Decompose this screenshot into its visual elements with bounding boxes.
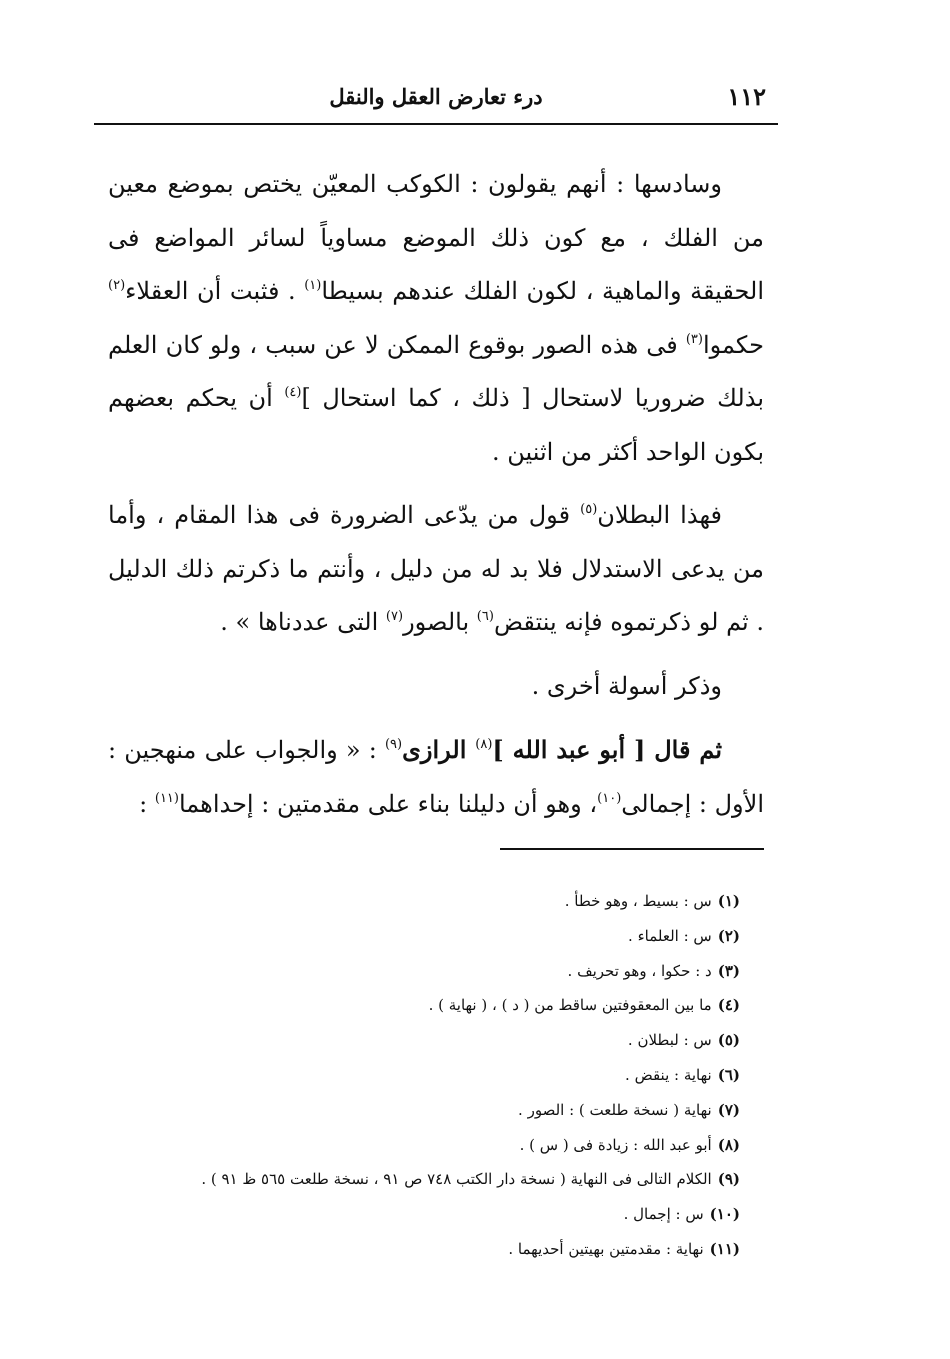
text-run: . فثبت أن العقلاء <box>125 277 305 305</box>
footnote-item <box>110 919 740 954</box>
footnote-text: نهاية : مقدمتين بهيتين أحديهما . <box>508 1239 704 1258</box>
footnote-item <box>110 1232 740 1267</box>
footnote-item <box>110 1197 740 1232</box>
footnote-text: ما بين المعقوفتين ساقط من ( د ) ، ( نهاية ) . <box>428 996 712 1015</box>
text-run: ، وهو أن دليلنا بناء على مقدمتين : إحداهما <box>178 789 598 818</box>
footnote-item <box>110 1058 740 1093</box>
footnote-marker: (٥) <box>580 502 598 517</box>
footnote-marker: (١٠) <box>597 790 622 806</box>
footnote-number: (٨) <box>717 1135 740 1154</box>
footnote-number: (٥) <box>717 1031 740 1050</box>
footnote-separator <box>500 848 764 850</box>
body-paragraph <box>108 158 764 479</box>
footnote-number: (١٠) <box>709 1205 740 1224</box>
footnote-text: أبو عبد الله : زيادة فى ( س ) . <box>519 1135 712 1154</box>
footnote-number: (٢) <box>717 926 740 945</box>
footnote-marker: (٦) <box>476 609 494 624</box>
footnote-item <box>110 1023 740 1058</box>
header-rule <box>94 123 778 125</box>
footnote-number: (٤) <box>717 996 740 1015</box>
text-run: وذكر أسولة أخرى . <box>531 671 722 700</box>
footnote-marker: (١١) <box>154 790 179 806</box>
footnote-number: (٧) <box>717 1100 740 1119</box>
page-number: ١١٢ <box>727 82 766 111</box>
footnote-item <box>110 988 740 1023</box>
text-run: وسادسها : أنهم يقولون : الكوكب المعيّن يختص بموضع معين من الفلك ، مع كون ذلك الموضع مساوياً لسائر المواضع فى الحقيقة والماهية ، لكون الفلك عندهم بسيطا <box>108 170 764 305</box>
text-run: حكموا <box>702 330 764 359</box>
footnote-number: (١) <box>717 892 740 910</box>
text-run: بالصور <box>403 608 477 636</box>
footnote-marker: (٨) <box>475 737 493 752</box>
footnote-text: س : لبطلان . <box>627 1031 712 1050</box>
footnote-number: (٦) <box>717 1065 740 1084</box>
bold-text: الرازى <box>402 735 476 764</box>
text-run: فهذا البطلان <box>597 501 722 529</box>
footnotes-list <box>110 884 740 1267</box>
page-header <box>96 80 776 120</box>
footnote-item <box>110 954 740 989</box>
footnote-number: (٣) <box>717 961 740 980</box>
footnote-item <box>110 1128 740 1163</box>
footnote-text: نهاية ( نسخة طلعت ) : الصور . <box>518 1100 712 1119</box>
text-run: التى عددناها » . <box>220 608 386 636</box>
body-paragraph <box>108 723 764 831</box>
footnote-number: (١١) <box>709 1239 740 1258</box>
text-run: قول من يدّعى الضرورة فى هذا المقام ، وأما من يدعى الاستدلال فلا بد له من دليل ، وأنتم ما ذكرتم ذلك الدليل . ثم لو ذكرتموه فإنه ينتقض <box>108 501 764 636</box>
bold-text: ثم قال [ أبو عبد الله ] <box>492 735 722 764</box>
body-paragraph <box>108 660 764 714</box>
footnote-item <box>110 884 740 919</box>
footnote-number: (٩) <box>717 1170 740 1189</box>
footnote-item <box>110 1093 740 1128</box>
text-run: فى هذه الصور بوقوع الممكن لا عن سبب ، ولو كان العلم بذلك ضروريا لاستحال [ ذلك ، كما استحال ] <box>108 330 764 412</box>
footnote-text: نهاية : ينقض . <box>625 1065 712 1084</box>
footnote-marker: (٤) <box>284 385 302 400</box>
footnote-text: س : إجمال . <box>623 1205 704 1224</box>
footnote-text: د : حكوا ، وهو تحريف . <box>567 961 712 980</box>
footnote-text: الكلام التالى فى النهاية ( نسخة دار الكتب ٧٤٨ ص ٩١ ، نسخة طلعت ٥٦٥ ظ ٩١ ) . <box>201 1170 712 1189</box>
main-text <box>108 158 764 831</box>
text-run: : « والجواب على منهجين : الأول : إجمالى <box>108 736 764 818</box>
footnote-item <box>110 1162 740 1197</box>
body-paragraph <box>108 489 764 650</box>
footnote-marker: (٧) <box>385 609 404 624</box>
footnote-marker: (٢) <box>108 278 126 293</box>
text-run: أن يحكم بعضهم بكون الواحد أكثر من اثنين . <box>108 384 764 466</box>
footnote-marker: (٣) <box>685 331 703 347</box>
text-run: : <box>139 789 155 818</box>
running-title: درء تعارض العقل والنقل <box>329 84 543 109</box>
footnote-marker: (٩) <box>384 737 403 752</box>
footnote-text: س : بسيط ، وهو خطأ . <box>564 892 712 910</box>
footnote-marker: (١) <box>304 278 322 293</box>
footnote-text: س : العلماء . <box>628 926 712 945</box>
